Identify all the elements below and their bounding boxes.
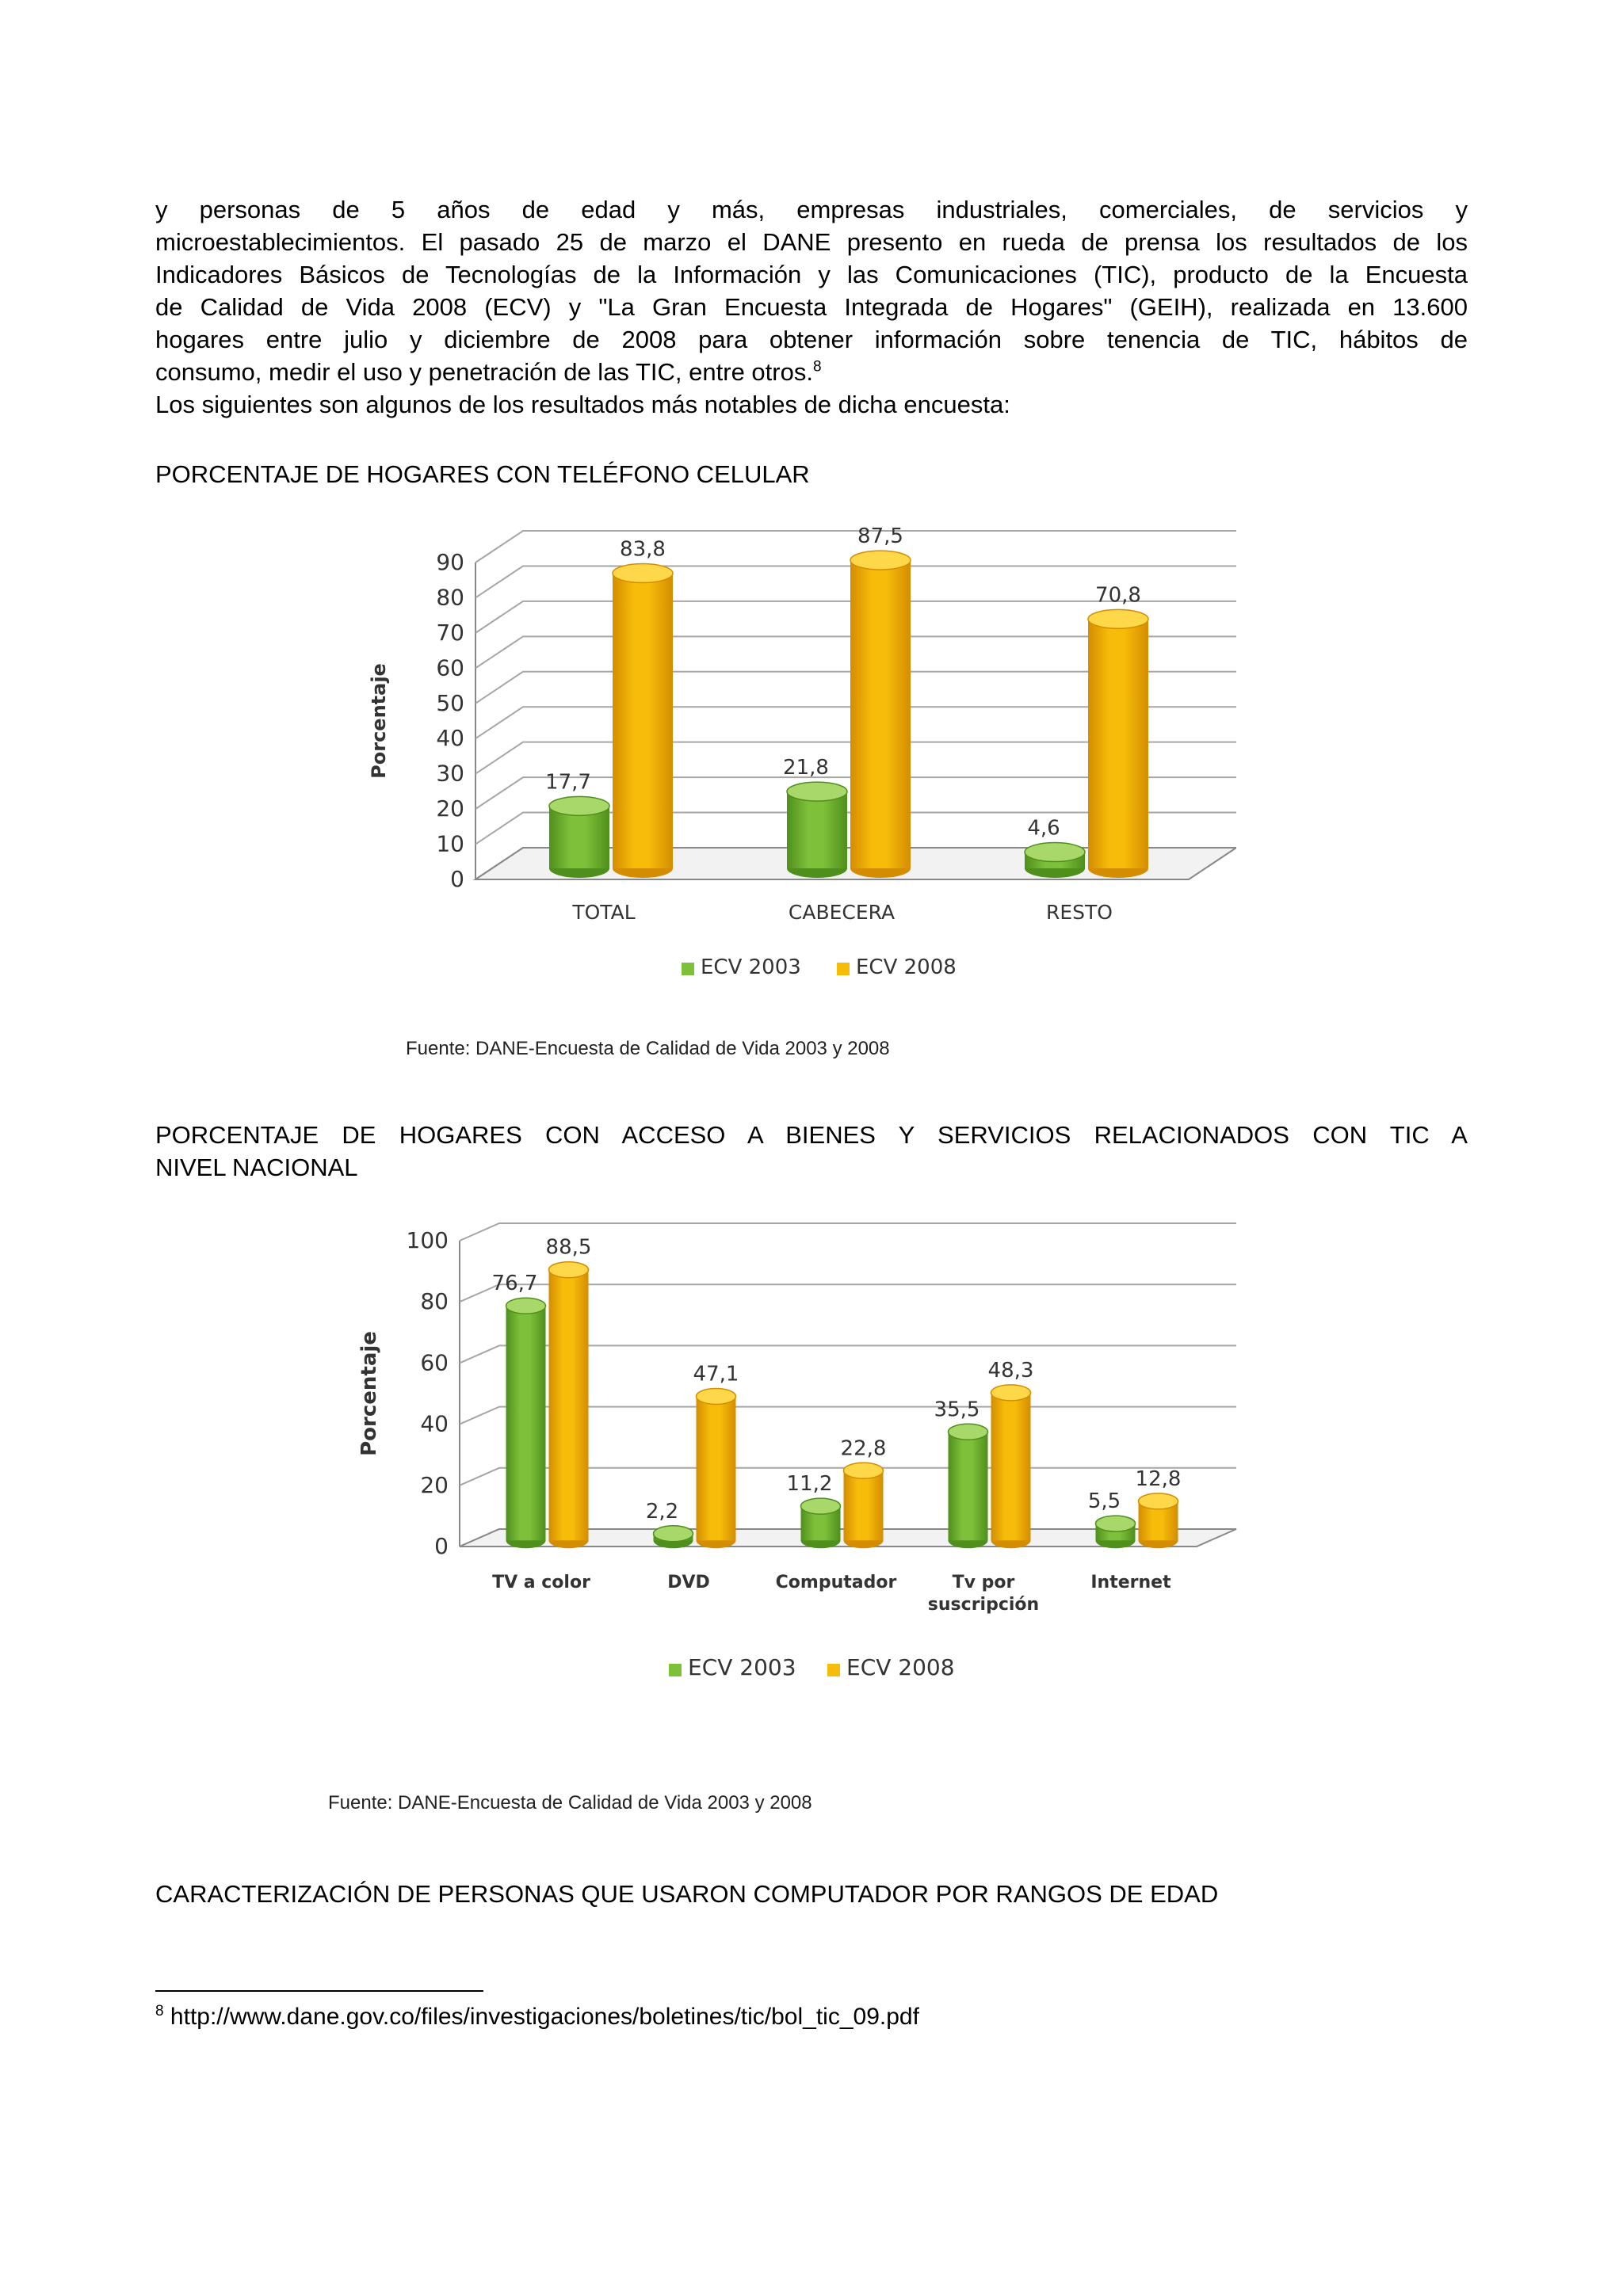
bar-top-2003 bbox=[949, 1424, 988, 1440]
footnote-url[interactable]: http://www.dane.gov.co/files/investigaciones/boletines/tic/bol_tic_09.pdf bbox=[170, 2004, 919, 2030]
bar-top-2003 bbox=[801, 1498, 841, 1514]
legend-swatch-2003 bbox=[669, 1664, 682, 1676]
legend-label: ECV 2003 bbox=[701, 955, 801, 979]
bar-top-2008 bbox=[697, 1388, 736, 1404]
bar-2008 bbox=[844, 1470, 884, 1540]
data-label: 4,6 bbox=[1027, 816, 1060, 841]
bar-2008 bbox=[850, 560, 911, 868]
footnote bbox=[155, 2003, 919, 2031]
bar-2008 bbox=[613, 574, 673, 868]
bar-top-2003 bbox=[1025, 843, 1085, 862]
category-label: CABECERA bbox=[788, 901, 896, 924]
data-label: 17,7 bbox=[545, 770, 591, 795]
y-tick-label: 0 bbox=[434, 1533, 449, 1559]
data-label: 48,3 bbox=[987, 1358, 1034, 1383]
bar-top-2008 bbox=[850, 551, 911, 570]
intro-paragraph bbox=[155, 193, 1468, 421]
legend-swatch-2003 bbox=[682, 963, 694, 975]
data-label: 2,2 bbox=[645, 1499, 679, 1524]
data-label: 88,5 bbox=[545, 1235, 592, 1260]
legend-label: ECV 2008 bbox=[846, 1654, 955, 1680]
bar-top-2003 bbox=[506, 1298, 546, 1314]
y-tick-label: 80 bbox=[436, 584, 464, 611]
intro-line-last bbox=[155, 356, 1468, 388]
y-tick-label: 100 bbox=[406, 1227, 449, 1253]
y-tick-label: 60 bbox=[436, 654, 464, 681]
section-heading-computador: CARACTERIZACIÓN DE PERSONAS QUE USARON COMPUTADOR POR RANGOS DE EDAD bbox=[155, 1880, 1219, 1908]
data-label: 70,8 bbox=[1095, 583, 1141, 608]
legend-swatch-2008 bbox=[837, 963, 850, 975]
y-tick-label: 40 bbox=[420, 1410, 449, 1437]
chart-bienes bbox=[333, 1203, 1244, 1694]
section-heading-bienes bbox=[155, 1119, 1468, 1184]
category-label: TOTAL bbox=[572, 901, 636, 924]
bar-top-2008 bbox=[1088, 609, 1148, 628]
data-label: 47,1 bbox=[693, 1362, 739, 1386]
data-label: 35,5 bbox=[934, 1398, 980, 1422]
legend-label: ECV 2008 bbox=[856, 955, 957, 979]
chart-celular-source: Fuente: DANE-Encuesta de Calidad de Vida 2003 y 2008 bbox=[406, 1038, 890, 1059]
intro-line: hogares entre julio y diciembre de 2008 para obtener información sobre tenencia de TIC, hábitos de bbox=[155, 326, 1468, 353]
intro-line: de Calidad de Vida 2008 (ECV) y "La Gran Encuesta Integrada de Hogares" (GEIH), realizada en 13.600 bbox=[155, 293, 1468, 321]
y-tick-label: 10 bbox=[436, 830, 464, 857]
bar-2008 bbox=[991, 1393, 1031, 1540]
y-tick-label: 40 bbox=[436, 725, 464, 752]
y-axis-title: Porcentaje bbox=[357, 1331, 381, 1456]
intro-line: microestablecimientos. El pasado 25 de marzo el DANE presento en rueda de prensa los resultados de los bbox=[155, 228, 1468, 256]
category-label: Tv por bbox=[952, 1573, 1015, 1592]
intro-followup: Los siguientes son algunos de los resultados más notables de dicha encuesta: bbox=[155, 391, 1010, 418]
intro-line: Indicadores Básicos de Tecnologías de la Información y las Comunicaciones (TIC), producto de la Encuesta bbox=[155, 261, 1468, 288]
data-label: 87,5 bbox=[857, 524, 903, 549]
y-axis-title: Porcentaje bbox=[368, 663, 390, 779]
y-tick-label: 0 bbox=[450, 866, 464, 892]
bar-2003 bbox=[787, 791, 847, 868]
y-tick-label: 70 bbox=[436, 619, 464, 646]
y-tick-label: 20 bbox=[420, 1471, 449, 1498]
bar-top-2008 bbox=[1139, 1493, 1178, 1509]
bar-top-2008 bbox=[613, 564, 673, 583]
y-tick-label: 60 bbox=[420, 1349, 449, 1376]
intro-line: consumo, medir el uso y penetración de las TIC, entre otros. bbox=[155, 358, 813, 386]
bar-top-2003 bbox=[1096, 1516, 1136, 1531]
bar-2008 bbox=[1088, 619, 1148, 868]
category-label: RESTO bbox=[1046, 901, 1113, 924]
chart-celular-svg bbox=[349, 507, 1236, 998]
y-tick-label: 80 bbox=[420, 1288, 449, 1315]
data-label: 12,8 bbox=[1135, 1466, 1182, 1491]
y-tick-label: 20 bbox=[436, 795, 464, 822]
section-heading-celular: PORCENTAJE DE HOGARES CON TELÉFONO CELULAR bbox=[155, 460, 810, 488]
legend-swatch-2008 bbox=[827, 1664, 840, 1676]
data-label: 21,8 bbox=[783, 756, 829, 780]
bar-top-2003 bbox=[549, 796, 609, 815]
bar-top-2003 bbox=[787, 782, 847, 801]
bar-top-2008 bbox=[991, 1385, 1031, 1401]
y-tick-label: 90 bbox=[436, 549, 464, 575]
bar-top-2003 bbox=[654, 1526, 693, 1542]
data-label: 5,5 bbox=[1087, 1489, 1121, 1514]
category-label: Internet bbox=[1090, 1573, 1171, 1592]
bar-2003 bbox=[949, 1432, 988, 1540]
section-heading-line: PORCENTAJE DE HOGARES CON ACCESO A BIENES Y SERVICIOS RELACIONADOS CON TIC A bbox=[155, 1121, 1468, 1149]
chart-bienes-svg bbox=[333, 1203, 1244, 1694]
footnote-mark: 8 bbox=[155, 2003, 164, 2019]
data-label: 76,7 bbox=[491, 1272, 538, 1296]
category-label: suscripción bbox=[927, 1595, 1040, 1615]
legend-label: ECV 2003 bbox=[688, 1654, 796, 1680]
category-label: TV a color bbox=[492, 1573, 590, 1592]
data-label: 83,8 bbox=[620, 537, 666, 562]
chart-bienes-source: Fuente: DANE-Encuesta de Calidad de Vida 2003 y 2008 bbox=[328, 1792, 812, 1814]
bar-top-2008 bbox=[844, 1463, 884, 1478]
data-label: 11,2 bbox=[786, 1472, 833, 1497]
bar-2003 bbox=[506, 1306, 546, 1540]
footnote-reference[interactable]: 8 bbox=[812, 358, 822, 376]
category-label: Computador bbox=[775, 1573, 897, 1592]
section-heading-line: NIVEL NACIONAL bbox=[155, 1154, 358, 1181]
category-label: DVD bbox=[667, 1573, 710, 1592]
footnote-divider bbox=[155, 1990, 483, 1992]
y-tick-label: 30 bbox=[436, 760, 464, 787]
bar-2008 bbox=[549, 1270, 589, 1541]
chart-celular bbox=[349, 507, 1236, 998]
y-tick-label: 50 bbox=[436, 689, 464, 716]
bar-top-2008 bbox=[549, 1262, 589, 1278]
intro-line: y personas de 5 años de edad y más, empresas industriales, comerciales, de servicios y bbox=[155, 196, 1468, 223]
bar-2008 bbox=[697, 1396, 736, 1540]
data-label: 22,8 bbox=[840, 1436, 887, 1461]
